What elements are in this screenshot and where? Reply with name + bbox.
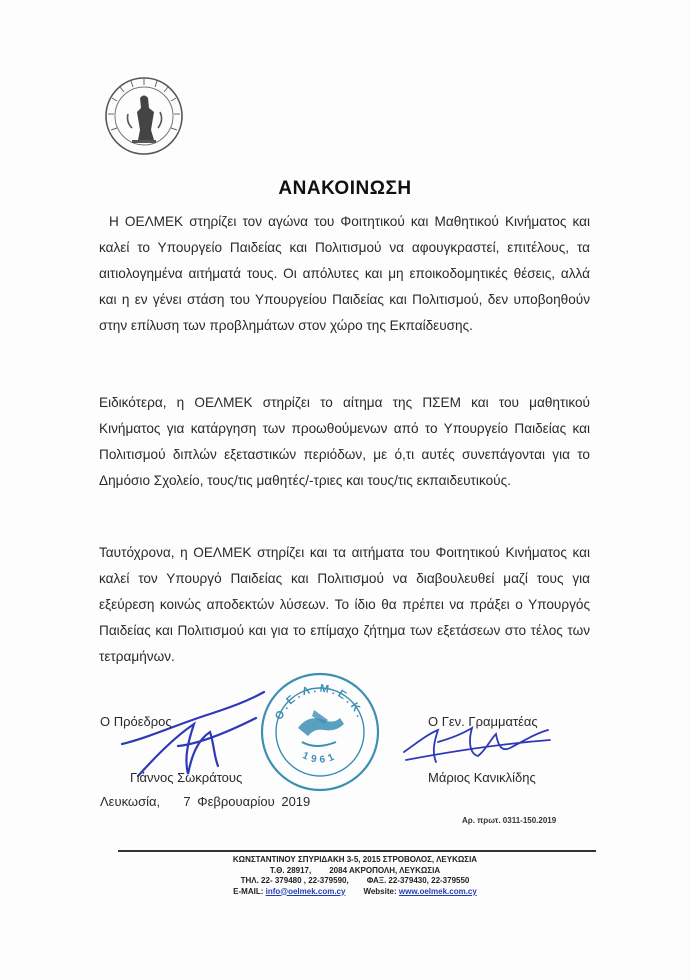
president-role: Ο Πρόεδρος bbox=[100, 714, 172, 729]
letterhead-footer bbox=[150, 855, 560, 897]
place: Λευκωσία, bbox=[100, 794, 161, 809]
footer-divider bbox=[118, 850, 596, 852]
footer-phone: ΤΗΛ. 22- 379480 , 22-379590, bbox=[240, 876, 349, 885]
footer-po-city: 2084 ΑΚΡΟΠΟΛΗ, ΛΕΥΚΩΣΙΑ bbox=[329, 865, 441, 875]
reference-number: Αρ. πρωτ. 0311-150.2019 bbox=[462, 816, 557, 825]
footer-email-link[interactable]: info@oelmek.com.cy bbox=[265, 886, 346, 896]
secretary-name: Μάριος Κανικλίδης bbox=[428, 770, 536, 785]
paragraph-3: Ταυτόχρονα, η ΟΕΛΜΕΚ στηρίζει και τα αιτήματα του Φοιτητικού Κινήματος και καλεί τον Υπουργό Παιδείας και Πολιτισμού να διαβουλευθεί μαζί τους για εξεύρεση κοινώς αποδεκτών λύσεων. Το ίδιο θα πρέπει να πράξει ο Υπουργός Παιδείας και Πολιτισμού και για το επίμαχο ζήτημα των εξετάσεων στο τέλος των τετραμήνων. bbox=[99, 545, 590, 664]
paragraph-1: Η ΟΕΛΜΕΚ στηρίζει τον αγώνα του Φοιτητικού και Μαθητικού Κινήματος και καλεί το Υπουργείο Παιδείας και Πολιτισμού να αφουγκραστεί, επιτέλους, τα αιτιολογημένα αιτήματά τους. Οι απόλυτες και μη εποικοδομητικές θέσεις, αλλά και η εν γένει στάση του Υπουργείου Παιδείας και Πολιτισμού, δεν υποβοηθούν στην επίλυση των προβλημάτων στον χώρο της Εκπαίδευσης. bbox=[99, 214, 590, 333]
footer-fax: ΦΑΞ. 22-379430, 22-379550 bbox=[366, 876, 470, 885]
paragraph-2: Ειδικότερα, η ΟΕΛΜΕΚ στηρίζει το αίτημα της ΠΣΕΜ και του μαθητικού Κινήματος για κατάργηση των προωθούμενων από το Υπουργείο Παιδείας και Πολιτισμού διπλών εξεταστικών περιόδων, με ό,τι αυτές συνεπάγονται για το Δημόσιο Σχολείο, τους/τις μαθητές/-τριες και τους/τις εκπαιδευτικούς. bbox=[99, 395, 590, 488]
footer-website-label: Website: bbox=[363, 886, 397, 896]
footer-po-box: Τ.Θ. 28917, bbox=[269, 865, 312, 875]
stamp-year: 1961 bbox=[300, 750, 340, 766]
official-stamp bbox=[258, 670, 382, 794]
stamp-text: Ο.Ε.Λ.Μ.Ε.Κ. bbox=[273, 682, 367, 722]
footer-address: ΚΩΝΣΤΑΝΤΙΝΟΥ ΣΠΥΡΙΔΑΚΗ 3-5, 2015 ΣΤΡΟΒΟΛΟΣ, ΛΕΥΚΩΣΙΑ bbox=[232, 855, 478, 864]
page-title: ΑΝΑΚΟΙΝΩΣΗ bbox=[278, 178, 412, 199]
president-name: Γιάννος Σωκράτους bbox=[130, 770, 243, 785]
place-date bbox=[100, 794, 310, 809]
footer-email-label: E-MAIL: bbox=[233, 886, 264, 896]
date: 7 Φεβρουαρίου 2019 bbox=[183, 794, 311, 809]
svg-text:1961 bbox=[300, 750, 339, 766]
footer-contact-row bbox=[150, 876, 560, 887]
president-signature bbox=[118, 684, 268, 784]
secretary-role: Ο Γεν. Γραμματέας bbox=[428, 714, 538, 729]
oelmek-seal-icon bbox=[102, 74, 186, 158]
footer-po-row bbox=[150, 866, 560, 877]
footer-web-row bbox=[150, 887, 560, 898]
footer-website-link[interactable]: www.oelmek.com.cy bbox=[398, 886, 477, 896]
